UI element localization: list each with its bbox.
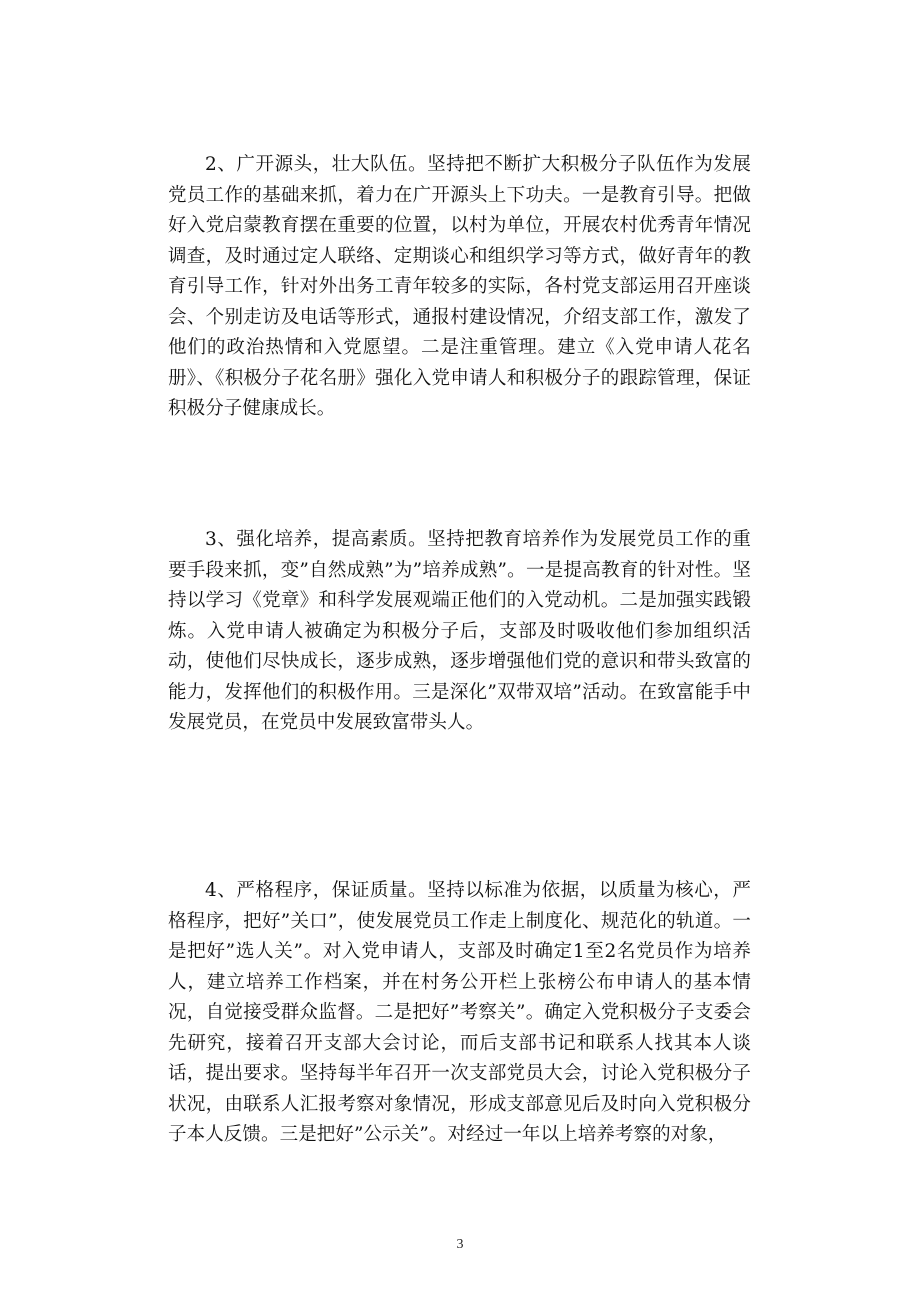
page-number: 3 [456,1237,464,1252]
paragraph-strict-procedure: 4、严格程序，保证质量。坚持以标准为依据，以质量为核心，严格程序，把好”关口”，使发展党员工作走上制度化、规范化的轨道。一是把好”选人关”。对入党申请人，支部及时确定1至2名党员作为培养人，建立培养工作档案，并在村务公开栏上张榜公布申请人的基本情况，自觉接受群众监督。二是把好”考察关”。确定入党积极分子支委会先研究，接着召开支部大会讨论，而后支部书记和联系人找其本人谈话，提出要求。坚持每半年召开一次支部党员大会，讨论入党积极分子状况，由联系人汇报考察对象情况，形成支部意见后及时向入党积极分子本人反馈。三是把好”公示关”。对经过一年以上培养考察的对象， [168,880,751,1145]
paragraph-strengthen-training: 3、强化培养，提高素质。坚持把教育培养作为发展党员工作的重要手段来抓，变”自然成熟”为”培养成熟”。一是提高教育的针对性。坚持以学习《党章》和科学发展观端正他们的入党动机。二是加强实践锻炼。入党申请人被确定为积极分子后，支部及时吸收他们参加组织活动，使他们尽快成长，逐步成熟，逐步增强他们党的意识和带头致富的能力，发挥他们的积极作用。三是深化”双带双培”活动。在致富能手中发展党员，在党员中发展致富带头人。 [168,529,751,733]
paragraph-broaden-sources: 2、广开源头，壮大队伍。坚持把不断扩大积极分子队伍作为发展党员工作的基础来抓，着力在广开源头上下功夫。一是教育引导。把做好入党启蒙教育摆在重要的位置，以村为单位，开展农村优秀青年情况调查，及时通过定人联络、定期谈心和组织学习等方式，做好青年的教育引导工作，针对外出务工青年较多的实际，各村党支部运用召开座谈会、个别走访及电话等形式，通报村建设情况，介绍支部工作，激发了他们的政治热情和入党愿望。二是注重管理。建立《入党申请人花名册》、《积极分子花名册》强化入党申请人和积极分子的跟踪管理，保证积极分子健康成长。 [168,154,751,419]
